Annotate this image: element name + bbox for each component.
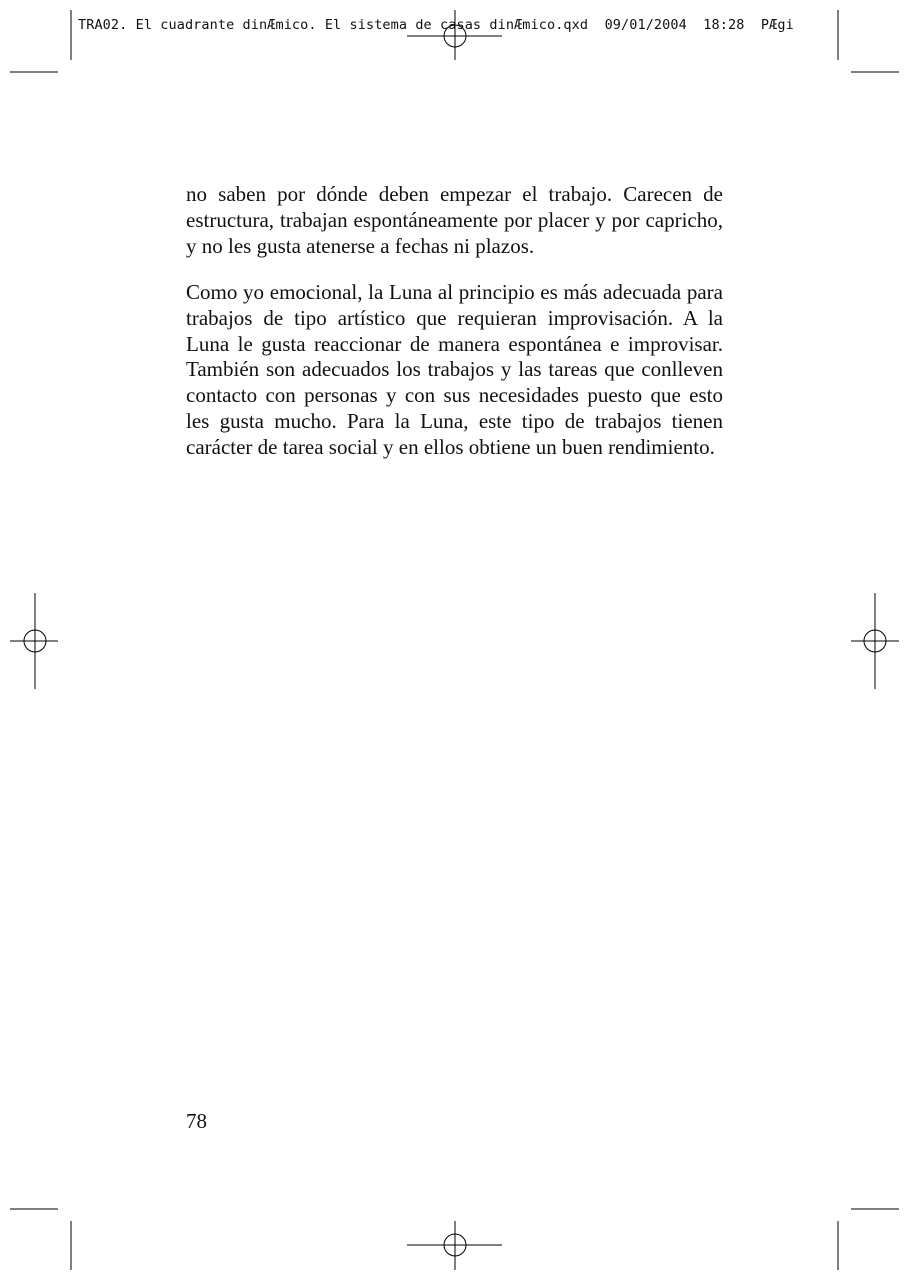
crop-marks-top-right bbox=[838, 10, 899, 72]
crop-marks-bottom-left bbox=[10, 1209, 71, 1270]
crop-marks-top-left bbox=[10, 10, 71, 72]
registration-mark-right bbox=[851, 593, 899, 689]
registration-mark-bottom bbox=[407, 1221, 502, 1270]
registration-mark-left bbox=[10, 593, 58, 689]
paragraph-continued: no saben por dónde deben empezar el trabajo. Carecen de estructura, trabajan espontáneamente por placer y por capricho, y no les gusta atenerse a fechas ni plazos. bbox=[186, 182, 723, 258]
crop-marks-bottom-right bbox=[838, 1209, 899, 1270]
paragraph-luna: Como yo emocional, la Luna al principio es más adecuada para trabajos de tipo artístico que requieran improvisación. A la Luna le gusta reaccionar de manera espontánea e improvisar. También son adecuados los trabajos y las tareas que conlleven contacto con personas y con sus necesidades puesto que esto les gusta mucho. Para la Luna, este tipo de trabajos tienen carácter de tarea social y en ellos obtiene un buen rendimiento. bbox=[186, 279, 723, 460]
file-slug-line: TRA02. El cuadrante dinÆmico. El sistema de casas dinÆmico.qxd 09/01/2004 18:28 PÆgi bbox=[78, 17, 794, 33]
page-number: 78 bbox=[186, 1109, 207, 1133]
body-text bbox=[186, 182, 723, 461]
